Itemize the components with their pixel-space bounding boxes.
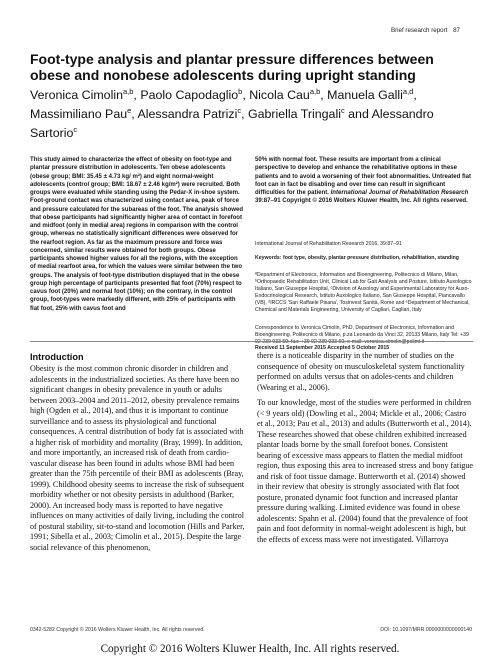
- author-affiliation-marker: c: [73, 125, 78, 135]
- footer-doi: DOI: 10.1097/MRR.0000000000000140: [380, 627, 472, 633]
- body-column-left: [30, 351, 245, 553]
- author-affiliation-marker: b: [238, 87, 243, 96]
- footer-issn: 0342-5282 Copyright © 2016 Wolters Kluwer Health, Inc. All rights reserved.: [30, 627, 205, 633]
- keywords: Keywords: foot type, obesity, plantar pressure distribution, rehabilitation, standing: [255, 255, 459, 261]
- introduction-paragraph-2: there is a noticeable disparity in the number of studies on the consequence of obesity on musculoskeletal system functionality performed on adults versus that on adoles-cents and children (Wearing et al., 2006).: [257, 351, 465, 392]
- author-affiliation-marker: e: [127, 106, 132, 116]
- author-name: Manuela Galli: [327, 88, 403, 103]
- author-affiliation-marker: a,b: [309, 87, 321, 96]
- article-title: Foot-type analysis and plantar pressure differences between obese and nonobese adolescents during upright standing: [30, 51, 434, 83]
- author-name: Gabriella Tringali: [247, 107, 341, 122]
- author-list: Veronica Cimolin$^{a,b}$, Paolo Capodaglio$^b$, Nicola Cau$^{a,b}$, Manuela Galli$^{a,d}$, Massimiliano Pau$^e$, Alessandra Patrizi$^c$, Gabriella Tringali$^c$ and Alessandro Sartorio$^c$: [30, 87, 434, 141]
- author-affiliation-marker: a,b: [122, 87, 134, 96]
- author-affiliation-marker: a,d: [402, 87, 414, 96]
- author-name: Nicola Cau: [249, 88, 310, 103]
- page-number: 87: [453, 27, 460, 34]
- abstract-right: [255, 156, 473, 206]
- running-head: [391, 27, 460, 34]
- correspondence: Correspondence to Veronica Cimolin, PhD, Department of Electronics, Information and Bioengineering, Politecnico di Milano, p.za Leonardo da Vinci 32, 20133 Milano, Italy Tel: +39 02 239 933 59; fax: +39 02 239 933 60; e-mail: veronica.cimolin@polimi.it: [255, 325, 469, 345]
- received-dates: Received 11 September 2015 Accepted 5 October 2015: [255, 345, 390, 351]
- author-affiliation-marker: c: [340, 106, 345, 116]
- journal-citation-line: International Journal of Rehabilitation Research 2016, 39:87–91: [255, 241, 402, 247]
- author-name: Paolo Capodaglio: [140, 88, 239, 103]
- abstract-left: This study aimed to characterize the effect of obesity on foot-type and plantar pressure distribution in adolescents. Ten obese adolescents (obese group; BMI: 35.45 ± 4.73 kg/ m²) and eight normal-weight adolescents (control group; BMI: 18.67 ± 2.46 kg/m²) were recruited. Both groups were evaluated while standing using the Pedar-X in-shoe system. Foot-ground contact was characterized using contact area, peak of force and pressure calculated for the subareas of the foot. The analysis showed that obese participants had significantly higher area of contact in forefoot and midfoot (only in medial area) regions in comparison with the control group, whereas no statistically significant differences were observed for the rearfoot region. As far as the maximum pressure and force was concerned, similar results were obtained for both groups. Obese participants showed higher values for all the regions, with the exception of medial rearfoot area, for which the values were similar between the two groups. The analysis of foot-type distribution displayed that in the obese group high percentage of participants presented flat foot (70%) respect to cavus foot (20%) and normal foot (10%); on the contrary, in the control group, foot-types were markedly different, with 25% of participants with flat foot, 25% with cavus foot and: [30, 157, 244, 312]
- affiliations: ªDepartment of Electronics, Information and Bioengineering, Politecnico di Milano, Milan, ᵇOrthopaedic Rehabilitation Unit, Clinical Lab for Gait Analysis and Posture, Istituto Auxologico Italiano, San Giuseppe Hospital, ᶜDivision of Auxology and Experimental Laboratory for Auxo-Endocrinological Research, Istituto Auxologico Italiano, San Giuseppe Hospital, Piancavallo (VB), ᵈIRCCS 'San Raffaele Pisana', Tosinvest Sanità, Rome and ᵉDepartment of Mechanical, Chemical and Materials Engineering, University of Cagliari, Cagliari, Italy: [255, 272, 472, 313]
- introduction-paragraph-1: Obesity is the most common chronic disorder in children and adolescents in the industrialized societies. As there have been no significant changes in obesity prevalence in youth or adults between 2003–2004 and 2011–2012, obesity prevalence remains high (Ogden et al., 2014), and thus it is important to continue surveillance and to assess its physiological and functional consequences. A central distribution of body fat is associated with a higher risk of morbidity and mortality (Bray, 1999). In addition, and more importantly, an increased risk of death from cardio-vascular disease has been found in adults whose BMI had been greater than the 75th percentile of their BMI as adolescents (Bray, 1999). Childhood obesity seems to increase the risk of subsequent morbidity whether or not obesity persists in adulthood (Barker, 2000). An increased body mass is reported to have negative influences on many activities of daily living, including the control of postural stability, sit-to-stand and locomotion (Hills and Parker, 1991; Sibella et al., 2003; Cimolin et al., 2015). Despite the large social relevance of this phenomenon,: [30, 364, 245, 552]
- introduction-heading: Introduction: [30, 352, 84, 362]
- introduction-paragraph-3: To our knowledge, most of the studies were performed in children (< 9 years old) (Dowling et al., 2004; Mickle et al., 2006; Castro et al., 2013; Pau et al., 2013) and adults (Butterworth et al., 2014). These researches showed that obese children exhibited increased plantar loads borne by the small forefoot bones. Consistent bearing of excessive mass appears to flatten the medial midfoot region, thus exposing this area to increased stress and bony fatigue and risk of foot tissue damage. Butterworth et al. (2014) showed in their review that obesity is strongly associated with flat foot posture, pronated dynamic foot function and increased plantar pressure during walking. Limited evidence was found in obese adolescents: Spahn et al. (2004) found that the prevalence of foot pain and foot deformity in normal-weight adolescent is high, but the effects of excess mass were not investigated. Villarroya: [257, 398, 474, 544]
- abstract-journal-cite: International Journal of Rehabilitation Research: [330, 190, 469, 196]
- author-name: Massimiliano Pau: [30, 107, 128, 122]
- author-affiliation-marker: c: [237, 106, 242, 116]
- section-divider: [30, 341, 473, 342]
- abstract-continuation: 50% with normal foot. These results are important from a clinical perspective to develop and enhance the rehabilitative options in these patients and to avoid a worsening of their foot abnormalities. Untreated flat foot can in fact be disabling and over time can result in significant difficulties for the patient.: [255, 157, 472, 196]
- author-name: Alessandra Patrizi: [137, 107, 238, 122]
- abstract-cite-tail: 39:87–91 Copyright © 2016 Wolters Kluwer Health, Inc. All rights reserved.: [255, 198, 468, 205]
- author-name: Alessandro Sartorio: [30, 107, 434, 141]
- copyright-overlay: Copyright © 2016 Wolters Kluwer Health, Inc. All rights reserved.: [100, 643, 400, 655]
- author-name: Veronica Cimolin: [30, 88, 123, 103]
- body-column-right: [257, 351, 473, 545]
- section-label: Brief research report: [390, 27, 448, 34]
